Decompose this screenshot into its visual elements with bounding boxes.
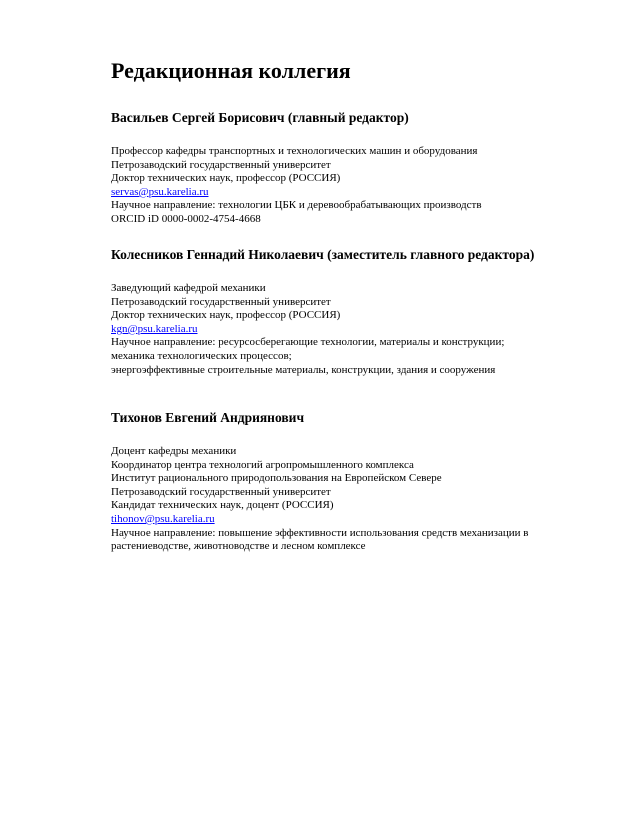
member-vasiliev: [111, 110, 581, 227]
member-kolesnikov: [111, 247, 581, 377]
member-email-link[interactable]: kgn@psu.karelia.ru: [111, 322, 198, 335]
member-research-continued: энергоэффективные строительные материалы, конструкции, здания и сооружения: [111, 363, 496, 376]
member-university: Петрозаводский государственный университет: [111, 485, 331, 498]
member-name: Тихонов Евгений Андриянович: [111, 410, 305, 425]
member-details: [111, 445, 581, 554]
member-degree: Кандидат технических наук, доцент (РОССИЯ): [111, 499, 334, 512]
member-details: [111, 145, 581, 227]
editorial-board-page: [111, 58, 581, 553]
member-research: Научное направление: ресурсосберегающие технологии, материалы и конструкции;: [111, 336, 505, 349]
member-research-continued: механика технологических процессов;: [111, 349, 292, 362]
page-title: Редакционная коллегия: [111, 58, 351, 83]
member-name: Колесников Геннадий Николаевич (заместитель главного редактора): [111, 247, 535, 262]
member-email-link[interactable]: tihonov@psu.karelia.ru: [111, 512, 215, 525]
member-name: Васильев Сергей Борисович (главный редактор): [111, 110, 409, 125]
member-tikhonov: [111, 410, 581, 554]
member-institute: Институт рационального природопользования на Европейском Севере: [111, 472, 442, 485]
member-details: [111, 282, 581, 377]
member-research: Научное направление: технологии ЦБК и деревообрабатывающих производств: [111, 199, 482, 212]
member-coordinator: Координатор центра технологий агропромышленного комплекса: [111, 458, 414, 471]
member-university: Петрозаводский государственный университет: [111, 158, 331, 171]
member-position: Доцент кафедры механики: [111, 445, 237, 457]
member-email-link[interactable]: servas@psu.karelia.ru: [111, 185, 209, 198]
member-orcid: ORCID iD 0000-0002-4754-4668: [111, 212, 261, 225]
member-position: Заведующий кафедрой механики: [111, 282, 266, 294]
member-research: Научное направление: повышение эффективности использования средств механизации в растениеводстве, животноводстве и лесном комплексе: [111, 526, 529, 553]
member-position: Профессор кафедры транспортных и технологических машин и оборудования: [111, 145, 478, 157]
member-degree: Доктор технических наук, профессор (РОССИЯ): [111, 172, 341, 185]
member-university: Петрозаводский государственный университет: [111, 295, 331, 308]
member-degree: Доктор технических наук, профессор (РОССИЯ): [111, 309, 341, 322]
